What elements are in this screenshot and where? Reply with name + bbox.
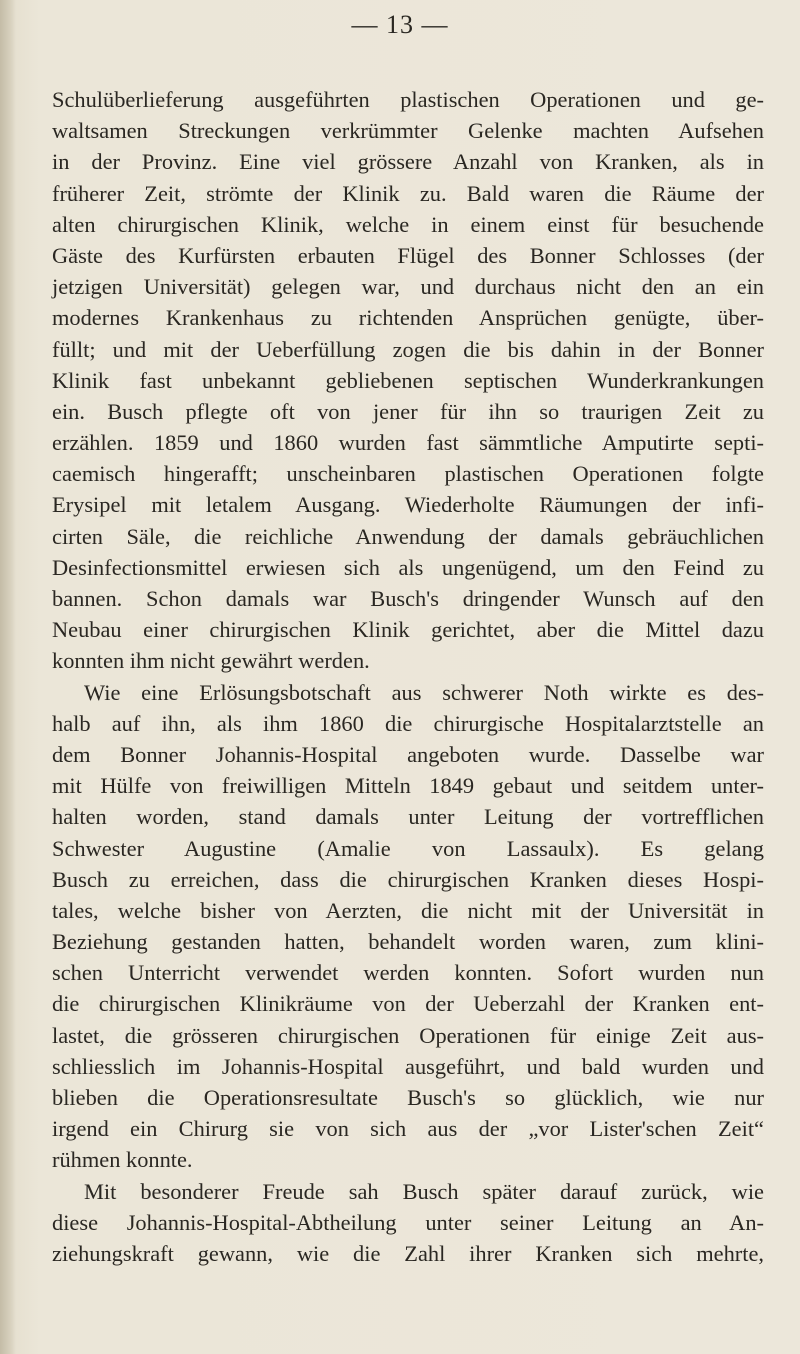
text-line: Neubau einer chirurgischen Klinik gerichtet, aber die Mittel dazu (52, 617, 764, 643)
text-line: Beziehung gestanden hatten, behandelt worden waren, zum klini- (52, 929, 764, 955)
body-text (52, 84, 764, 1269)
text-line: waltsamen Streckungen verkrümmter Gelenke machten Aufsehen (52, 118, 764, 144)
text-line: jetzigen Universität) gelegen war, und durchaus nicht den an ein (52, 274, 764, 300)
text-line: irgend ein Chirurg sie von sich aus der „vor Lister'schen Zeit“ (52, 1116, 764, 1142)
text-line: Schwester Augustine (Amalie von Lassaulx). Es gelang (52, 835, 764, 861)
text-line: modernes Krankenhaus zu richtenden Ansprüchen genügte, über- (52, 305, 764, 331)
text-line: in der Provinz. Eine viel grössere Anzahl von Kranken, als in (52, 149, 764, 175)
text-line: Klinik fast unbekannt gebliebenen septischen Wunderkrankungen (52, 367, 764, 393)
text-line: Mit besonderer Freude sah Busch später darauf zurück, wie (84, 1178, 764, 1204)
text-line: halten worden, stand damals unter Leitung der vortrefflichen (52, 804, 764, 830)
text-line: dem Bonner Johannis-Hospital angeboten wurde. Dasselbe war (52, 741, 764, 767)
text-line: die chirurgischen Klinikräume von der Ueberzahl der Kranken ent- (52, 991, 764, 1017)
text-line: erzählen. 1859 und 1860 wurden fast sämmtliche Amputirte septi- (52, 430, 764, 456)
text-line: blieben die Operationsresultate Busch's so glücklich, wie nur (52, 1085, 764, 1110)
text-line: ein. Busch pflegte oft von jener für ihn so traurigen Zeit zu (52, 398, 764, 424)
text-line: Erysipel mit letalem Ausgang. Wiederholte Räumungen der infi- (52, 492, 764, 518)
text-line: ziehungskraft gewann, wie die Zahl ihrer Kranken sich mehrte, (52, 1240, 764, 1266)
text-line: lastet, die grösseren chirurgischen Operationen für einige Zeit aus- (52, 1022, 764, 1048)
text-line: füllt; und mit der Ueberfüllung zogen die bis dahin in der Bonner (52, 336, 764, 362)
text-line: schliesslich im Johannis-Hospital ausgeführt, und bald wurden und (52, 1053, 764, 1079)
text-line: caemisch hingerafft; unscheinbaren plastischen Operationen folgte (52, 461, 764, 487)
text-line: cirten Säle, die reichliche Anwendung der damals gebräuchlichen (52, 523, 764, 549)
text-line: Schulüberlieferung ausgeführten plastischen Operationen und ge- (52, 87, 764, 112)
text-line: früherer Zeit, strömte der Klinik zu. Bald waren die Räume der (52, 180, 764, 206)
text-line: konnten ihm nicht gewährt werden. (52, 648, 370, 674)
text-line: schen Unterricht verwendet werden konnten. Sofort wurden nun (52, 960, 764, 986)
page-number: — 13 — (351, 10, 449, 39)
text-line: Wie eine Erlösungsbotschaft aus schwerer Noth wirkte es des- (84, 679, 764, 705)
text-line: rühmen konnte. (52, 1147, 193, 1173)
text-line: halb auf ihn, als ihm 1860 die chirurgische Hospitalarztstelle an (52, 710, 764, 736)
text-line: diese Johannis-Hospital-Abtheilung unter seiner Leitung an An- (52, 1209, 764, 1235)
text-line: Desinfectionsmittel erwiesen sich als ungenügend, um den Feind zu (52, 554, 764, 580)
text-line: bannen. Schon damals war Busch's dringender Wunsch auf den (52, 586, 764, 611)
text-line: mit Hülfe von freiwilligen Mitteln 1849 gebaut und seitdem unter- (52, 773, 764, 799)
text-line: tales, welche bisher von Aerzten, die nicht mit der Universität in (52, 897, 764, 923)
text-line: Busch zu erreichen, dass die chirurgischen Kranken dieses Hospi- (52, 866, 764, 892)
text-line: Gäste des Kurfürsten erbauten Flügel des Bonner Schlosses (der (52, 242, 764, 268)
text-line: alten chirurgischen Klinik, welche in einem einst für besuchende (52, 211, 764, 237)
page-gutter-shadow (0, 0, 16, 1354)
